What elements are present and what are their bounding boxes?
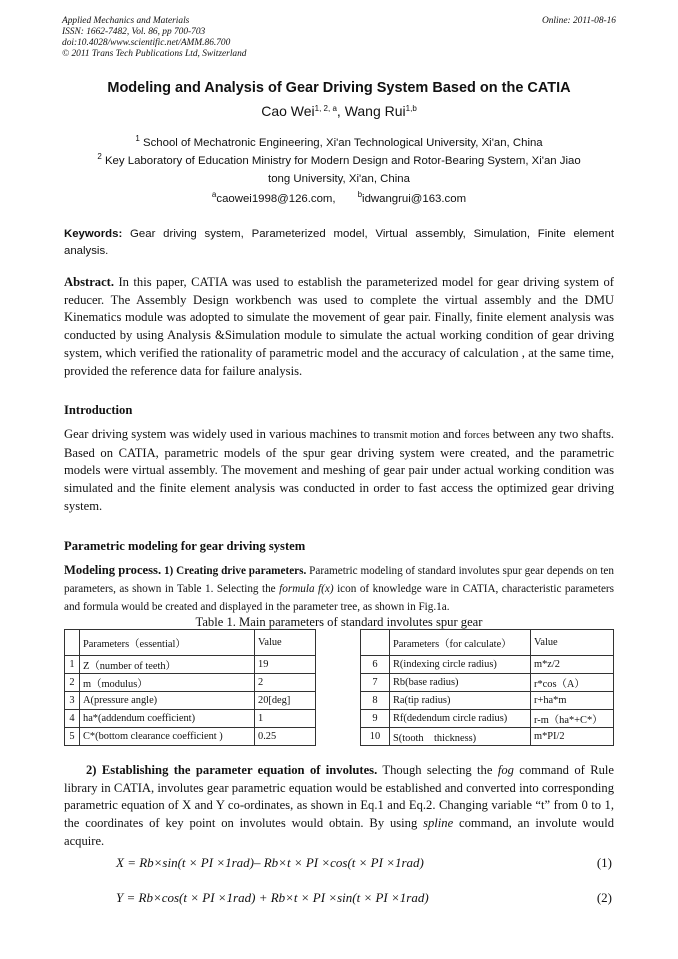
affiliation-text: Key Laboratory of Education Ministry for Modern Design and Rotor-Bearing System, Xi'an Jiao	[104, 155, 581, 167]
command-term: fog	[497, 763, 514, 777]
table-row	[65, 692, 614, 710]
table-cell: r+ha*m	[531, 692, 614, 710]
table-cell: Z（number of teeth）	[80, 656, 255, 674]
equation-1	[0, 855, 678, 875]
keywords	[64, 226, 614, 260]
keywords-label: Keywords:	[64, 228, 123, 240]
table-spacer	[316, 728, 361, 746]
table-cell: 8	[361, 692, 390, 710]
table-header: Value	[255, 630, 316, 656]
table-cell: 5	[65, 728, 80, 746]
affiliation-1	[62, 134, 616, 152]
table-row	[65, 728, 614, 746]
table-cell: Rb(base radius)	[390, 674, 531, 692]
body-text: command, an involute would acquire.	[64, 816, 614, 848]
intro-text: Gear driving system was widely used in various machines to	[64, 427, 374, 441]
intro-text: transmit motion	[373, 430, 440, 441]
table-cell: m*PI/2	[531, 728, 614, 746]
table-cell: m（modulus）	[80, 674, 255, 692]
body-text: icon of knowledge ware in CATIA, characteristic parameters and formula would be created and displayed in the parameter tree, as shown in Fig.1a.	[64, 583, 614, 614]
table-cell: 1	[65, 656, 80, 674]
table-cell: 20[deg]	[255, 692, 316, 710]
table-cell: 4	[65, 710, 80, 728]
table-cell: Rf(dedendum circle radius)	[390, 710, 531, 728]
table-spacer	[316, 674, 361, 692]
table-header: Value	[531, 630, 614, 656]
email-link[interactable]: caowei1998@126.com,	[216, 193, 336, 205]
step-label: 1) Creating drive parameters.	[161, 565, 307, 577]
equation-text: Y = Rb×cos(t × PI ×1rad) + Rb×t × PI ×sin(t × PI ×1rad)	[116, 890, 429, 905]
affiliation-2	[62, 152, 616, 188]
subsection-lead: Modeling process.	[64, 563, 162, 577]
emails	[0, 190, 678, 205]
running-header	[62, 16, 616, 60]
equation-number: (1)	[596, 855, 612, 870]
table-row	[65, 674, 614, 692]
table-cell: 7	[361, 674, 390, 692]
author-line: Cao Wei$^{1, 2, a}$, Wang Rui$^{1,b}$	[261, 103, 417, 119]
email-link[interactable]: idwangrui@163.com	[362, 193, 467, 205]
table-spacer	[316, 630, 361, 656]
table-caption: Table 1. Main parameters of standard involutes spur gear	[195, 615, 483, 629]
modeling-paragraph	[64, 561, 614, 617]
table-cell: A(pressure angle)	[80, 692, 255, 710]
intro-text: forces	[464, 430, 490, 441]
affiliation-sup: 2	[97, 152, 102, 161]
affiliation-sup: 1	[135, 134, 140, 143]
table-cell: 9	[361, 710, 390, 728]
table-header: Parameters（essential）	[80, 630, 255, 656]
table-cell: ha*(addendum coefficient)	[80, 710, 255, 728]
table-cell: 19	[255, 656, 316, 674]
table-spacer	[316, 692, 361, 710]
author-sup: 1, 2, a	[314, 104, 337, 113]
table-spacer	[316, 710, 361, 728]
table-header-row	[65, 630, 614, 656]
table-cell: R(indexing circle radius)	[390, 656, 531, 674]
parameters-table	[64, 629, 614, 746]
step-label: 2) Establishing the parameter equation of involutes.	[86, 763, 378, 777]
journal-name: Applied Mechanics and Materials	[62, 16, 190, 26]
section-heading: Introduction	[64, 403, 133, 417]
table-cell: 2	[255, 674, 316, 692]
table-cell: 1	[255, 710, 316, 728]
table-cell: 6	[361, 656, 390, 674]
table-cell: C*(bottom clearance coefficient )	[80, 728, 255, 746]
table-cell: m*z/2	[531, 656, 614, 674]
table-cell: Ra(tip radius)	[390, 692, 531, 710]
author-name: Wang Rui	[344, 103, 406, 119]
equation-text: X = Rb×sin(t × PI ×1rad)– Rb×t × PI ×cos(t × PI ×1rad)	[116, 855, 424, 870]
table-row	[65, 710, 614, 728]
intro-text: and	[439, 427, 465, 441]
step2-paragraph	[64, 762, 614, 851]
table-row	[65, 656, 614, 674]
abstract	[64, 274, 614, 380]
table-cell: 0.25	[255, 728, 316, 746]
author-name: Cao Wei	[261, 103, 315, 119]
formula-term: formula f(x)	[279, 583, 334, 596]
email-sup: a	[211, 190, 217, 199]
table-cell: 3	[65, 692, 80, 710]
section-heading: Parametric modeling for gear driving system	[64, 539, 306, 553]
table-spacer	[316, 656, 361, 674]
equation-2	[0, 890, 678, 910]
table-header	[361, 630, 390, 656]
online-date: Online: 2011-08-16	[541, 16, 616, 26]
table-cell: r-m（ha*+C*）	[531, 710, 614, 728]
paper-title: Modeling and Analysis of Gear Driving System Based on the CATIA	[107, 80, 571, 96]
body-text: Though selecting the	[377, 763, 498, 777]
doi: doi:10.4028/www.scientific.net/AMM.86.700	[62, 38, 231, 48]
issn: ISSN: 1662-7482, Vol. 86, pp 700-703	[62, 27, 206, 37]
table-cell: S(tooth thickness)	[390, 728, 531, 746]
body-text: Parametric modeling of standard involutes spur gear depends on ten parameters, as shown in Table 1. Selecting the	[64, 565, 614, 596]
table-header: Parameters（for calculate）	[390, 630, 531, 656]
table-header	[65, 630, 80, 656]
email-sup: b	[357, 190, 363, 199]
table-cell: 10	[361, 728, 390, 746]
introduction-paragraph	[64, 426, 614, 516]
table-cell: r*cos（A）	[531, 674, 614, 692]
command-term: spline	[423, 816, 454, 831]
affiliation-text: School of Mechatronic Engineering, Xi'an Technological University, Xi'an, China	[142, 137, 543, 149]
abstract-text: In this paper, CATIA was used to establish the parameterized model for gear driving system of reducer. The Assembly Design workbench was used to complete the virtual assembly and the DMU Kinematics module was adopted to simulate the movement of gear pair. Finally, finite element analysis was conducted by using Analysis &Simulation module to simulate the actual working condition of gear driving system, which verified the rationality of parametric model and the accuracy of calculation , at the same time, provided the reference data for failure analysis.	[64, 275, 614, 378]
keywords-text: Gear driving system, Parameterized model, Virtual assembly, Simulation, Finite element analysis.	[64, 228, 614, 257]
intro-text: between any two shafts. Based on CATIA, parametric models of the spur gear driving system were created, and the parametric models were virtual assembly. The movement and meshing of gear pair under actual working condition was simulated and the finite element analysis was conducted in order to fast access the optimized gear driving system.	[64, 427, 615, 513]
equation-number: (2)	[596, 890, 612, 905]
abstract-label: Abstract.	[64, 275, 115, 289]
affiliation-text: tong University, Xi'an, China	[268, 173, 410, 185]
author-sup: 1,b	[405, 104, 417, 113]
copyright: © 2011 Trans Tech Publications Ltd, Switzerland	[62, 49, 247, 59]
table-cell: 2	[65, 674, 80, 692]
body-text: command of Rule library in CATIA, involutes gear parametric equation would be established and converted into corresponding parametric equation of X and Y co-ordinates, as shown in Eq.1 and Eq.2. Changing variable “t” from 0 to 1, the coordinates of key point on involutes would obtain. By using	[64, 763, 614, 831]
